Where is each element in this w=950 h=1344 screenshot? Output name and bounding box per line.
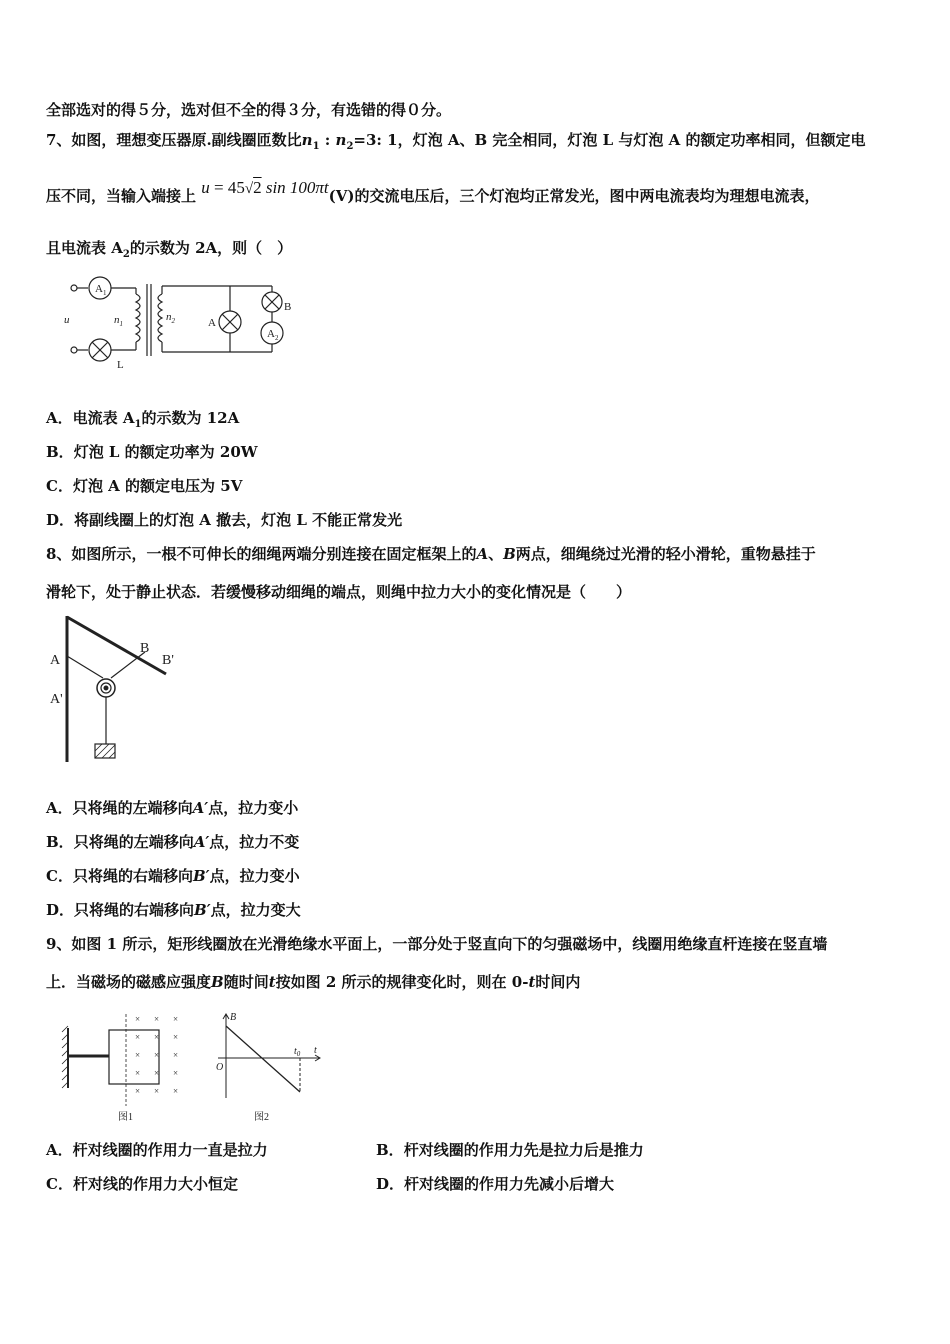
svg-text:B: B [230,1012,237,1023]
q8-line1-a: 8、如图所示，一根不可伸长的细绳两端分别连接在固定框架上的 [46,545,477,563]
svg-text:×: × [135,1086,141,1096]
weight-block [95,744,115,758]
q9-option-b-key: B． [376,1141,404,1159]
q8-line1-b: 两点，细绳绕过光滑的轻小滑轮，重物悬挂于 [515,545,816,563]
q8-option-b-pre: 只将绳的左端移向 [73,833,194,851]
q9-stem-line1: 9、如图 1 所示，矩形线圈放在光滑绝缘水平面上，一部分处于竖直向下的匀强磁场中，线圈用绝缘直杆连接在竖直墙 [46,935,828,953]
q8-option-d[interactable] [46,900,301,920]
q9-option-c-key: C． [46,1175,73,1193]
q7-option-c[interactable] [46,476,242,496]
q8-option-d-key: D． [46,901,75,919]
svg-text:B: B [140,641,150,656]
q8-option-a-point: A′ [192,799,209,817]
q9-option-a-key: A． [46,1141,73,1159]
svg-text:B: B [284,301,292,313]
q9-line2-c: 按如图 2 所示的规律变化时，则在 0- [275,973,529,991]
sqrt-sign: √ [244,181,254,197]
svg-text:×: × [154,1086,160,1096]
rectangular-coil [109,1030,159,1084]
q7-option-b-text: 灯泡 L 的额定功率为 20W [73,443,258,461]
q7-option-a-sub: 1 [134,419,142,430]
q7-option-a-key: A． [46,409,73,427]
svg-text:B': B' [162,653,174,668]
q8-option-d-pre: 只将绳的右端移向 [74,901,195,919]
q9-option-b-text: 杆对线圈的作用力先是拉力后是推力 [403,1141,644,1159]
q9-t2: t [528,973,536,991]
q9-option-c-text: 杆对线的作用力大小恒定 [72,1175,238,1193]
svg-text:O: O [216,1062,224,1073]
svg-text:×: × [135,1068,141,1078]
q7-ratio-sep: : [319,131,336,149]
q7-line3-sub: 2 [122,249,130,260]
b-t-line [226,1026,300,1092]
q7-option-d-text: 将副线圈上的灯泡 A 撤去，灯泡 L 不能正常发光 [74,511,403,529]
q7-formula-lhs: u [201,178,210,197]
svg-text:×: × [154,1014,160,1024]
q7-n1-sub: 1 [312,141,320,152]
q8-pulley-figure [46,612,186,764]
svg-text:A': A' [50,692,63,707]
q8-option-a-pre: 只将绳的左端移向 [72,799,193,817]
q7-line1-b: =3: 1，灯泡 A、B 完全相同，灯泡 L 与灯泡 A 的额定功率相同，但额定电 [353,131,866,149]
svg-text:A: A [208,317,216,329]
svg-text:×: × [173,1068,179,1078]
q7-option-c-key: C． [46,477,73,495]
q9-figure1 [60,1010,195,1125]
svg-text:t0: $t_0$ [294,1046,301,1058]
q7-line2-b: (V)的交流电压后，三个灯泡均正常发光，图中两电流表均为理想电流表， [328,187,820,205]
q8-option-b-post: 点，拉力不变 [209,833,300,851]
secondary-coil [158,294,162,342]
q8-option-a[interactable] [46,798,298,818]
q9-option-a-text: 杆对线圈的作用力一直是拉力 [72,1141,268,1159]
svg-text:×: × [154,1068,160,1078]
q9-line2-a: 上．当磁场的磁感应强度 [46,973,212,991]
svg-text:A: A [50,653,61,668]
q7-stem-line3 [46,238,292,265]
q8-option-b-point: A′ [193,833,210,851]
svg-text:×: × [173,1014,179,1024]
q7-line2-a: 压不同，当输入端接上 [46,187,197,205]
q8-option-b-key: B． [46,833,74,851]
q9-stem-line2 [46,972,580,992]
q8-option-d-post: 点，拉力变大 [210,901,301,919]
q7-option-b[interactable] [46,442,258,462]
q7-line3-b: 的示数为 2A，则（ ） [129,239,293,257]
q7-option-b-key: B． [46,443,74,461]
q8-option-d-point: B′ [194,901,211,919]
q9-line2-d: 时间内 [535,973,581,991]
q7-line3-a: 且电流表 A [46,239,123,257]
q7-stem-line2 [46,178,820,207]
q9-option-a[interactable] [46,1140,268,1160]
svg-text:u: u [64,314,70,326]
input-terminal-bottom [71,347,77,353]
q7-option-d-key: D． [46,511,75,529]
svg-text:A1: $A_1$ [95,283,107,297]
q8-option-c-post: 点，拉力变小 [209,867,300,885]
q7-formula [201,178,328,197]
svg-text:A2: $A_2$ [267,328,279,342]
q9-option-b[interactable] [376,1140,644,1160]
fig1-caption: 图1 [118,1112,133,1123]
q8-stem-line2: 滑轮下，处于静止状态．若缓慢移动细绳的端点，则绳中拉力大小的变化情况是（ ） [46,583,632,601]
q7-formula-mid: = 45 [209,178,245,197]
q8-option-a-key: A． [46,799,73,817]
q8-point-a: A [476,545,489,563]
primary-coil [136,294,140,342]
svg-text:n2: $n_2$ [166,311,175,325]
svg-text:×: × [154,1032,160,1042]
q9-b: B [211,973,224,991]
svg-text:L: L [117,359,124,371]
q9-option-c[interactable] [46,1174,238,1194]
svg-text:×: × [135,1014,141,1024]
q8-option-b[interactable] [46,832,299,852]
q8-option-c-point: B′ [192,867,210,885]
q7-transformer-figure [60,272,300,372]
q7-option-c-text: 灯泡 A 的额定电压为 5V [72,477,243,495]
svg-text:×: × [154,1050,160,1060]
q7-option-a[interactable] [46,408,239,435]
svg-text:×: × [173,1086,179,1096]
q9-figure2 [210,1010,330,1125]
q9-option-d-text: 杆对线圈的作用力先减小后增大 [404,1175,615,1193]
q7-option-a-text: 电流表 A [72,409,135,427]
rope-left [67,656,103,678]
q9-line2-b: 随时间 [223,973,269,991]
svg-text:×: × [173,1032,179,1042]
q7-formula-rhs: sin 100πt [261,178,329,197]
q7-n1: n [301,131,313,149]
svg-text:×: × [135,1032,141,1042]
svg-text:×: × [135,1050,141,1060]
q7-n2: n [335,131,347,149]
fig2-caption: 图2 [254,1112,269,1123]
svg-text:×: × [173,1050,179,1060]
q9-option-d-key: D． [376,1175,405,1193]
q8-option-c-key: C． [46,867,73,885]
q8-option-a-post: 点，拉力变小 [208,799,299,817]
q8-sep: 、 [488,545,504,563]
q9-option-d[interactable] [376,1174,614,1194]
svg-text:t: t [314,1045,317,1056]
q8-option-c-pre: 只将绳的右端移向 [72,867,193,885]
input-terminal-top [71,285,77,291]
q7-n2-sub: 2 [346,141,354,152]
q7-stem-line1 [46,130,865,157]
q7-option-d[interactable] [46,510,402,530]
q9-t: t [268,973,276,991]
svg-text:n1: $n_1$ [114,314,123,328]
q8-point-b: B [503,545,516,563]
q8-option-c[interactable] [46,866,300,886]
q7-formula-root: 2 [253,178,262,197]
q7-option-a-tail: 的示数为 12A [141,409,240,427]
scoring-note: 全部选对的得５分，选对但不全的得３分，有选错的得０分。 [46,101,452,119]
q8-stem-line1 [46,544,816,564]
q7-line1-a: 7、如图，理想变压器原.副线圈匝数比 [46,131,302,149]
